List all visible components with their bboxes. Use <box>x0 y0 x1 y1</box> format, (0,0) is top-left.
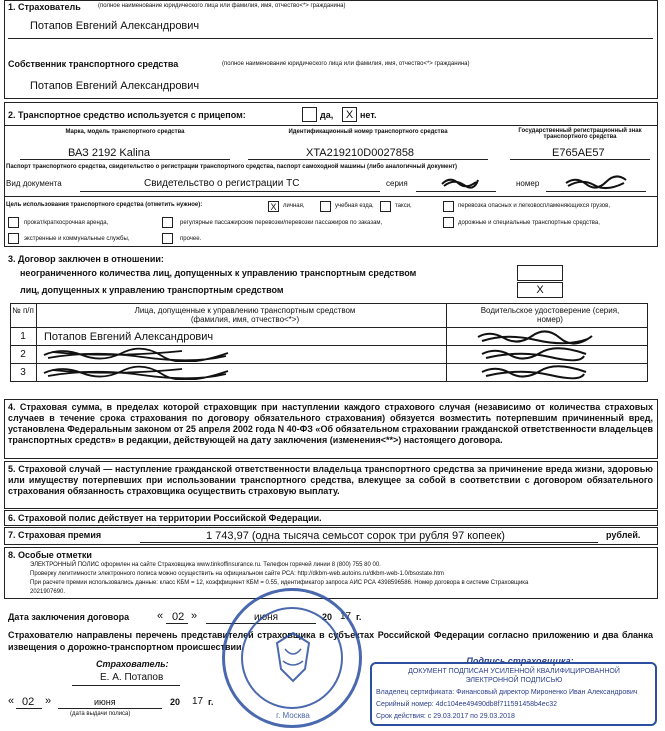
owner-label: Собственник транспортного средства <box>8 59 179 69</box>
purpose-special-checkbox[interactable] <box>443 217 454 228</box>
e-signature-serial: Серийный номер: 4dc104ee49490db8f711591458b4ec32 <box>376 701 557 708</box>
purpose-taxi-label: такси, <box>395 203 412 209</box>
sec3-unlimited: неограниченного количества лиц, допущенных к управлению транспортным средством <box>20 268 417 278</box>
divider <box>58 708 162 709</box>
divider <box>248 159 488 160</box>
owner-hint: (полное наименование юридического лица или фамилия, имя, отчество<*> гражданина) <box>222 61 470 67</box>
e-signature-title: Подпись страховщика: <box>466 656 574 666</box>
insurer-label: 1. Страхователь <box>8 2 81 12</box>
row-2-number: 2 <box>20 349 26 360</box>
premium-value: 1 743,97 (одна тысяча семьсот сорок три рубля 97 копеек) <box>206 530 505 542</box>
purpose-other-label: прочее. <box>180 236 202 242</box>
number-redaction <box>564 174 628 190</box>
insurer-hint: (полное наименование юридического лица или фамилия, имя, отчество<*> гражданина) <box>98 3 346 9</box>
divider <box>166 623 188 624</box>
col-no-header: № п/п <box>12 306 34 315</box>
series-label: серия <box>386 179 408 188</box>
purpose-passenger-checkbox[interactable] <box>162 217 173 228</box>
issue-year-suffix: г. <box>208 697 214 707</box>
license-2-redaction <box>480 346 590 362</box>
date-year-prefix: 20 <box>322 612 333 622</box>
purpose-personal-checkbox[interactable]: X <box>268 201 279 212</box>
row-1-number: 1 <box>20 331 26 342</box>
special-note-2: Проверку легитимности электронного полиса можно осуществить на официальном сайте РСА: http://dkbm-web.autoins.ru/dkbm-web-1.0/bsostate.htm <box>30 571 444 577</box>
purpose-other-checkbox[interactable] <box>162 233 173 244</box>
sec4-text: 4. Страховая сумма, в пределах которой страховщик при наступлении каждого страхового случая (независимо от количества страховых случаев в течение срока страхования по договору обязательного страхования) обязуется возместить потерпевшим причиненный вред, установлена Федеральным законом от 25 апреля 2002 года N 40-ФЗ «Об обязательном страховании гражданской ответственности владельцев транспортных средств» в редакции, действующей на дату заключения (изменения<**>) настоящего договора. <box>8 402 653 445</box>
divider <box>4 125 658 126</box>
purpose-dangerous-label: перевозка опасных и легковоспламеняющихся грузов, <box>458 203 610 209</box>
doc-type-value: Свидетельство о регистрации ТС <box>144 178 300 189</box>
owner-name: Потапов Евгений Александрович <box>30 80 200 92</box>
divider <box>416 191 496 192</box>
divider <box>36 303 37 382</box>
purpose-label: Цель использования транспортного средства (отметить нужное): <box>6 202 203 208</box>
issue-date-label: (дата выдачи полиса) <box>70 711 131 717</box>
issue-day: 02 <box>22 696 35 708</box>
signature-insurer-label: Страхователь: <box>96 659 169 669</box>
divider <box>80 191 380 192</box>
vehicle-model: ВАЗ 2192 Kalina <box>68 147 150 159</box>
date-month: июня <box>254 612 279 623</box>
sec5-text: 5. Страховой случай — наступление гражданской ответственности владельца транспортного средства за причинение вреда жизни, здоровью или имуществу потерпевших при использовании транспортного средства, влекущее за собой в соответствии с договором обязательного страхования обязанность страховщика осуществить страховую выплату. <box>8 464 653 496</box>
sec3-title: 3. Договор заключен в отношении: <box>8 254 164 264</box>
purpose-training-label: учебная езда, <box>335 203 374 209</box>
trailer-no-label: нет. <box>360 110 377 120</box>
row-1-name: Потапов Евгений Александрович <box>44 331 214 343</box>
e-signature-owner: Владелец сертификата: Финансовый директор Мироненко Иван Александрович <box>376 689 638 696</box>
divider <box>10 327 648 328</box>
e-signature-line2: ЭЛЕКТРОННОЙ ПОДПИСЬЮ <box>465 677 563 684</box>
date-day: 02 <box>172 611 185 623</box>
col-vin-header: Идентификационный номер транспортного средства <box>288 129 448 135</box>
doc-type-label: Вид документа <box>6 179 62 188</box>
purpose-rental-label: прокат/краткосрочная аренда, <box>24 220 109 226</box>
special-notes-label: 8. Особые отметки <box>8 550 92 560</box>
unlimited-checkbox[interactable] <box>517 265 563 281</box>
company-seal <box>222 588 362 728</box>
col-model-header: Марка, модель транспортного средства <box>65 129 185 135</box>
trailer-yes-label: да, <box>320 110 334 120</box>
e-signature-line1: ДОКУМЕНТ ПОДПИСАН УСИЛЕННОЙ КВАЛИФИЦИРОВАННОЙ <box>408 668 620 675</box>
purpose-taxi-checkbox[interactable] <box>380 201 391 212</box>
number-label: номер <box>516 179 540 188</box>
issue-close-quote: » <box>45 695 52 707</box>
date-year: 17 <box>340 611 352 622</box>
seal-emblem-icon <box>269 629 317 685</box>
date-open-quote: « <box>157 610 164 622</box>
col-plate-header: Государственный регистрационный знак транспортного средства <box>518 128 642 140</box>
purpose-personal-label: личная, <box>283 203 305 209</box>
divider <box>446 303 447 382</box>
vehicle-vin: XTA219210D0027858 <box>306 147 415 159</box>
series-redaction <box>440 174 480 190</box>
premium-unit: рублей. <box>606 530 641 540</box>
divider <box>510 159 650 160</box>
purpose-dangerous-checkbox[interactable] <box>443 201 454 212</box>
divider <box>16 708 42 709</box>
date-close-quote: » <box>191 610 198 622</box>
purpose-emergency-checkbox[interactable] <box>8 233 19 244</box>
special-note-1: ЭЛЕКТРОННЫЙ ПОЛИС оформлен на сайте Страховщика www.tinkoffinsurance.ru. Телефон горячей линии 8 (800) 755 80 00. <box>30 562 381 568</box>
special-note-4: 2021907690. <box>30 589 66 595</box>
purpose-special-label: дорожные и специальные транспортные средства, <box>458 220 600 226</box>
divider <box>140 542 598 543</box>
divider <box>4 196 658 197</box>
purpose-training-checkbox[interactable] <box>320 201 331 212</box>
col-person-header: Лица, допущенные к управлению транспортным средством (фамилия, имя, отчество<*>) <box>134 306 356 324</box>
contract-date-label: Дата заключения договора <box>8 612 130 622</box>
seal-city: г. Москва <box>276 711 310 720</box>
col-license-header: Водительское удостоверение (серия, номер) <box>480 306 620 324</box>
trailer-no-checkbox[interactable]: X <box>342 107 357 122</box>
trailer-label: 2. Транспортное средство используется с прицепом: <box>8 110 246 120</box>
premium-label: 7. Страховая премия <box>8 530 102 540</box>
date-year-suffix: г. <box>356 612 362 622</box>
passport-label: Паспорт транспортного средства, свидетельство о регистрации транспортного средства, паспорт самоходной машины (либо аналогичный документ) <box>6 164 458 170</box>
sec3-limited: лиц, допущенных к управлению транспортным средством <box>20 285 284 295</box>
e-signature-box <box>370 662 657 726</box>
insurer-underline <box>8 38 653 39</box>
purpose-rental-checkbox[interactable] <box>8 217 19 228</box>
divider <box>72 685 180 686</box>
notice-text: Страхователю направлены перечень представителей страховщика в субъектах Российской Федерации согласно приложению и два бланка извещения о дорожно-транспортном происшествии. <box>8 630 653 652</box>
divider <box>546 191 646 192</box>
limited-checkbox[interactable]: X <box>517 282 563 298</box>
row-3-number: 3 <box>20 367 26 378</box>
e-signature-valid: Срок действия: с 29.03.2017 по 29.03.2018 <box>376 713 515 720</box>
special-note-3: При расчете премии использовались данные: класс КБМ = 12, коэффициент КБМ = 0.55, идентификатор запроса АИС РСА 4398596586. Номер договора в системе Страховщика <box>30 580 529 586</box>
issue-month: июня <box>94 697 116 707</box>
license-1-redaction <box>476 329 596 345</box>
signature-insurer-name: Е. А. Потапов <box>100 672 164 683</box>
divider <box>20 159 230 160</box>
license-3-redaction <box>480 364 590 380</box>
sec6-text: 6. Страховой полис действует на территории Российской Федерации. <box>8 513 322 523</box>
insurer-name: Потапов Евгений Александрович <box>30 20 200 32</box>
vehicle-plate: Е765АЕ57 <box>552 147 605 159</box>
issue-year-prefix: 20 <box>170 697 181 707</box>
issue-open-quote: « <box>8 695 15 707</box>
name-3-redaction <box>42 364 232 380</box>
purpose-emergency-label: экстренные и коммунальные службы, <box>24 236 130 242</box>
issue-year: 17 <box>192 696 204 707</box>
purpose-passenger-label: регулярные пассажирские перевозки/перевозки пассажиров по заказам, <box>180 220 383 226</box>
name-2-redaction <box>42 346 232 362</box>
trailer-yes-checkbox[interactable] <box>302 107 317 122</box>
